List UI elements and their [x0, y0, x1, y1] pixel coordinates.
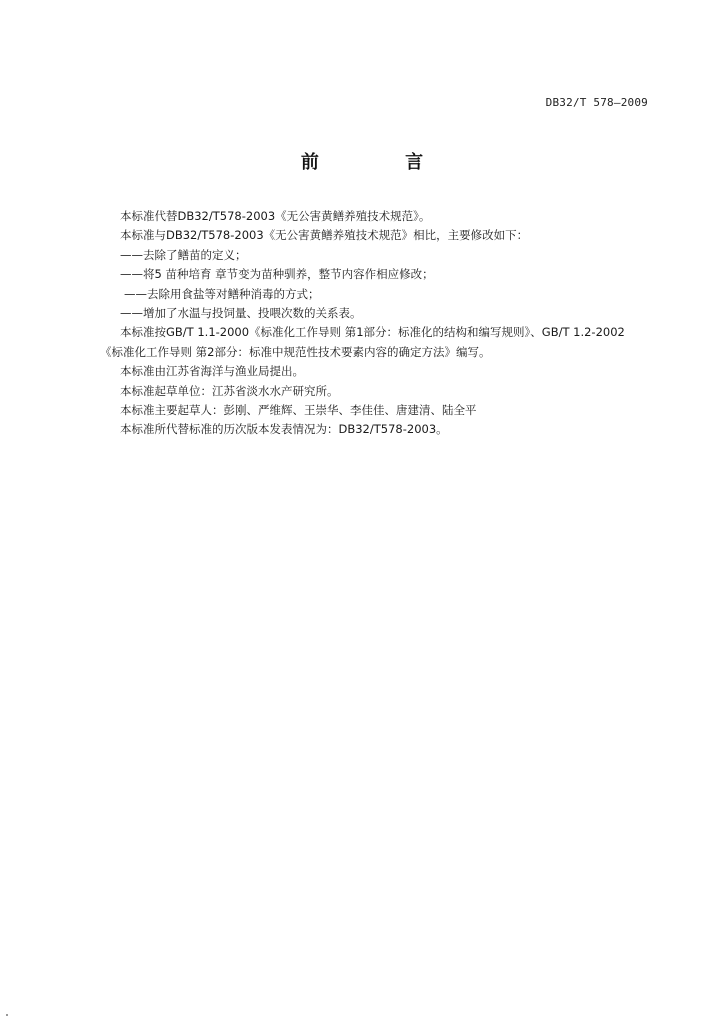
paragraph-drafting-rules-cont: 《标准化工作导则 第2部分：标准中规范性技术要素内容的确定方法》编写。	[100, 344, 491, 359]
paragraph-changes-intro: 本标准与DB32/T578-2003《无公害黄鳝养殖技术规范》相比，主要修改如下：	[120, 228, 529, 243]
change-item-3: ——去除用食盐等对鳝种消毒的方式；	[124, 286, 320, 301]
paragraph-replaces: 本标准代替DB32/T578-2003《无公害黄鳝养殖技术规范》。	[120, 209, 431, 223]
scan-mark	[6, 1014, 8, 1016]
paragraph-drafters: 本标准主要起草人：彭刚、严维辉、王崇华、李佳佳、唐建清、陆全平	[120, 403, 477, 418]
paragraph-drafting-unit: 本标准起草单位：江苏省淡水水产研究所。	[120, 383, 339, 398]
paragraph-drafting-rules: 本标准按GB/T 1.1-2000《标准化工作导则 第1部分：标准化的结构和编写规则》、GB/T 1.2-2002	[120, 325, 625, 340]
document-code: DB32/T 578—2009	[545, 96, 648, 109]
change-item-2: ——将5 苗种培育 章节变为苗种驯养，整节内容作相应修改；	[120, 267, 434, 282]
change-item-4: ——增加了水温与投饲量、投喂次数的关系表。	[120, 306, 362, 321]
page-title: 前 言	[300, 152, 464, 173]
paragraph-proposer: 本标准由江苏省海洋与渔业局提出。	[120, 364, 304, 379]
foreword-body	[100, 207, 690, 440]
paragraph-previous-editions: 本标准所代替标准的历次版本发表情况为：DB32/T578-2003。	[120, 422, 448, 437]
change-item-1: ——去除了鳝苗的定义；	[120, 247, 247, 262]
